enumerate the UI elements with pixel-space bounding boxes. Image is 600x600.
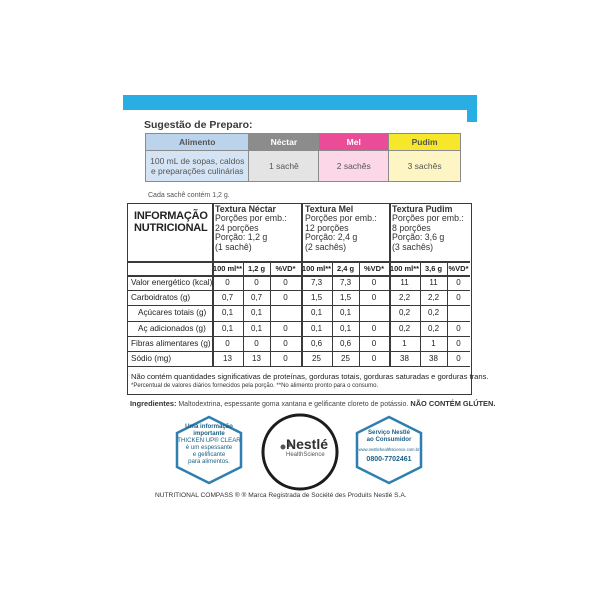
badge-left-line-4: é um espessante	[185, 444, 233, 451]
servings-label: Porções por emb.:	[392, 213, 464, 224]
nutrient-label: Sódio (mg)	[131, 354, 172, 363]
column-title-mel: Textura Mel	[305, 204, 354, 214]
nutrient-value: 11	[429, 278, 438, 287]
sachet-note: Cada sachê contém 1,2 g.	[148, 192, 230, 199]
header-mel: Mel	[319, 134, 389, 151]
servings-label: Porções por emb.:	[215, 213, 287, 224]
nutrient-value: 0,1	[310, 308, 323, 318]
serving-size: Porção: 2,4 g	[305, 232, 358, 243]
nutrient-label: Aç adicionados (g)	[138, 323, 206, 333]
serving-size: Porção: 3,6 g	[392, 232, 445, 243]
amount-nectar: 1 sachê	[249, 151, 319, 182]
nutrient-label: Valor energético (kcal)	[131, 278, 213, 287]
header-pudim: Pudim	[389, 134, 461, 151]
nutrient-label: Fibras alimentares (g)	[131, 338, 211, 348]
subheader-cell: %VD*	[448, 264, 469, 273]
column-header-pudim	[392, 205, 464, 252]
servings-label: Porções por emb.:	[305, 213, 377, 224]
serving-sachets: (1 sachê)	[215, 241, 252, 252]
subheader-cell: 100 ml**	[389, 264, 420, 273]
nutrient-value: 0	[225, 278, 230, 287]
service-phone: 0800-7702461	[366, 456, 412, 463]
badge-left-line-5: e gelificante	[192, 451, 226, 458]
nutrient-value: 0,1	[221, 308, 234, 318]
nutrient-value: 1,5	[339, 293, 352, 303]
food-line-2: e preparações culinárias	[150, 166, 244, 176]
preparo-table	[145, 133, 461, 182]
nutrient-value: 0,1	[250, 308, 263, 318]
badge-left-line-1: Uma informação	[185, 423, 233, 430]
nutrient-value: 1	[431, 338, 436, 348]
nutrient-value: 0,7	[221, 293, 234, 303]
consumer-service-badge	[355, 429, 423, 463]
nutrient-value: 0	[371, 354, 377, 363]
badge-right-line-1: Serviço Nestlé	[367, 429, 410, 436]
nutrient-value: 0,2	[427, 308, 440, 318]
nutrition-table	[127, 203, 489, 395]
nutrient-value: 13	[252, 354, 261, 363]
nutrient-value: 0	[254, 278, 259, 287]
nutrient-value: 13	[223, 354, 232, 363]
header-alimento: Alimento	[146, 134, 249, 151]
serving-sachets: (2 sachês)	[305, 241, 347, 252]
brand-name: Nestlé	[286, 436, 329, 452]
rule-row	[128, 321, 470, 322]
nutrient-value: 0,1	[310, 323, 323, 333]
nutrient-value: 0	[456, 278, 461, 287]
nutrient-value: 0	[371, 278, 377, 287]
rule-sub	[270, 261, 271, 366]
subheader-cell: 2,4 g	[336, 264, 355, 273]
rule-row	[128, 336, 470, 337]
preparo-title: Sugestão de Preparo:	[144, 119, 253, 131]
nutrient-value: 7,3	[310, 278, 323, 287]
nutrient-value: 0,1	[339, 323, 352, 333]
rule-sub	[447, 261, 448, 366]
nutrition-panel	[123, 95, 496, 505]
nutrient-value: 0	[456, 338, 461, 348]
servings-count: 8 porções	[392, 222, 431, 233]
service-url: www.nestlehealthscience.com.br	[358, 447, 420, 452]
nutrient-value: 0	[283, 354, 288, 363]
subheader-cell: 100 ml**	[212, 264, 243, 273]
nutrient-value: 0,1	[339, 308, 352, 318]
subheader-cell: 100 ml**	[301, 264, 332, 273]
nutrient-label: Carboidratos (g)	[131, 293, 191, 303]
nutrient-value: 0,1	[250, 323, 263, 333]
nutrient-value: 0	[283, 293, 288, 303]
nutrient-value: 0,2	[398, 323, 411, 333]
footnote-vd: *Percentual de valores diários fornecidos pela porção. **No alimento pronto para o consumo.	[131, 383, 379, 389]
top-blue-band	[123, 95, 477, 110]
column-header-nectar	[215, 205, 287, 252]
rule-row	[128, 351, 470, 352]
badge-left-line-3: THICKEN UP® CLEAR	[177, 437, 241, 444]
amount-mel: 2 sachês	[319, 151, 389, 182]
subheader-cell: 1,2 g	[247, 264, 266, 273]
nutrient-value: 38	[429, 354, 438, 363]
food-description	[146, 151, 249, 182]
nutrient-value: 0,6	[339, 338, 352, 348]
servings-count: 24 porções	[215, 222, 259, 233]
subheader-cell: 3,6 g	[424, 264, 443, 273]
preparo-body-row	[146, 151, 461, 182]
food-line-1: 100 mL de sopas, caldos	[150, 156, 245, 166]
nutrient-value: 0	[371, 293, 377, 303]
column-title-pudim: Textura Pudim	[392, 204, 453, 214]
servings-count: 12 porções	[305, 222, 349, 233]
nutrient-value: 0,7	[250, 293, 263, 303]
rule-row	[128, 366, 470, 367]
footer-trademark: NUTRITIONAL COMPASS ® ® Marca Registrada de Société des Produits Nestlé S.A.	[155, 492, 407, 499]
subheader-cell: %VD*	[275, 264, 296, 273]
nutrition-title-line-1: INFORMAÇÃO	[134, 210, 208, 222]
nutrition-title-line-2: NUTRICIONAL	[134, 222, 208, 234]
preparo-header-row	[146, 134, 461, 151]
ingredients-text: Maltodextrina, espessante goma xantana e gelificante cloreto de potássio.	[176, 401, 409, 408]
nutrient-value: 0	[456, 354, 461, 363]
nutrient-value: 1,5	[310, 293, 323, 303]
nutrient-value: 38	[400, 354, 409, 363]
rule-subheader	[128, 275, 470, 277]
badge-left-line-6: para alimentos.	[188, 458, 230, 465]
rule-row	[128, 290, 470, 291]
rule-header	[128, 261, 470, 263]
nutrient-value: 0	[225, 338, 230, 348]
nutrient-value: 0	[371, 338, 377, 348]
rule-sub	[359, 261, 360, 366]
nutrient-value: 0	[371, 323, 377, 333]
nutrient-value: 0	[283, 338, 288, 348]
brand-sub: HealthScience	[286, 452, 325, 458]
serving-sachets: (3 sachês)	[392, 241, 434, 252]
nutrient-value: 0	[456, 293, 461, 303]
nutrient-value: 25	[312, 354, 321, 363]
nutrient-value: 11	[400, 278, 409, 287]
badge-right-line-2: ao Consumidor	[366, 436, 412, 443]
subheader-cell: %VD*	[363, 264, 384, 273]
nutrition-title	[134, 210, 208, 234]
ingredients-label: Ingredientes:	[130, 399, 177, 408]
nutrient-value: 2,2	[398, 293, 411, 303]
column-title-nectar: Textura Néctar	[215, 204, 276, 214]
thicken-info-badge	[175, 423, 243, 465]
nutrient-value: 0	[254, 338, 259, 348]
footnote-significant: Não contém quantidades significativas de proteínas, gorduras totais, gorduras saturadas e gorduras trans.	[131, 372, 489, 381]
nutrient-label: Açúcares totais (g)	[138, 308, 207, 318]
rule-row	[128, 305, 470, 306]
nutrient-value: 0,2	[427, 323, 440, 333]
nutrient-value: 1	[402, 338, 407, 348]
nutrient-value: 0,2	[398, 308, 411, 318]
amount-pudim: 3 sachês	[389, 151, 461, 182]
nutrient-value: 7,3	[339, 278, 352, 287]
nutrient-value: 0	[283, 278, 288, 287]
nutrient-value: 0	[283, 323, 288, 333]
ingredients	[130, 399, 495, 408]
header-nectar: Néctar	[249, 134, 319, 151]
nutrient-value: 2,2	[427, 293, 440, 303]
badge-left-line-2: importante	[193, 430, 225, 437]
nutrient-value: 0,6	[310, 338, 323, 348]
nutrient-value: 25	[341, 354, 350, 363]
gluten-free-claim: NÃO CONTÉM GLÚTEN.	[408, 399, 496, 408]
nutrient-value: 0,1	[221, 323, 234, 333]
serving-size: Porção: 1,2 g	[215, 232, 268, 243]
nutrient-value: 0	[456, 323, 461, 333]
column-header-mel	[305, 205, 377, 252]
